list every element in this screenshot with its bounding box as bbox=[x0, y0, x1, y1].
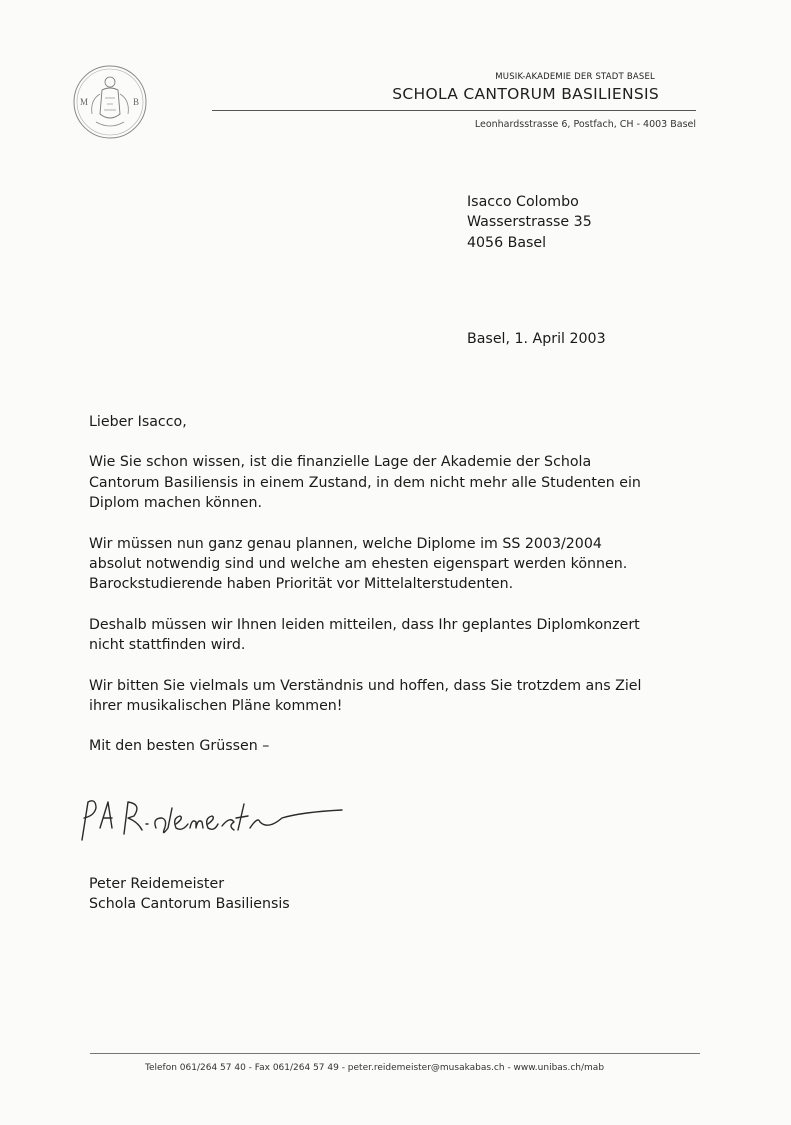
institution-address: Leonhardsstrasse 6, Postfach, CH - 4003 Basel bbox=[474, 119, 696, 130]
seal-letter-m: M bbox=[80, 97, 89, 107]
institution-seal-logo bbox=[72, 64, 148, 140]
header-divider bbox=[212, 110, 696, 111]
recipient-name: Isacco Colombo bbox=[467, 194, 579, 210]
salutation: Lieber Isacco, bbox=[89, 414, 187, 430]
sender-block bbox=[89, 874, 290, 915]
recipient-street: Wasserstrasse 35 bbox=[467, 214, 592, 231]
letter-body bbox=[89, 412, 709, 777]
paragraph-understanding: Wir bitten Sie vielmals um Verständnis und hoffen, dass Sie trotzdem ans Ziel ihrer musikalischen Pläne kommen! bbox=[89, 677, 642, 715]
letter-date: Basel, 1. April 2003 bbox=[467, 331, 606, 347]
paragraph-diploma-planning: Wir müssen nun ganz genau plannen, welche Diplome im SS 2003/2004 absolut notwendig sind und welche am ehesten eigenspart werden können. Barockstudierende haben Priorität vor Mittelalterstudenten. bbox=[89, 535, 628, 593]
institution-name: SCHOLA CANTORUM BASILIENSIS bbox=[392, 85, 659, 103]
footer-divider bbox=[90, 1053, 700, 1054]
sender-name: Peter Reidemeister bbox=[89, 876, 225, 892]
sender-institution: Schola Cantorum Basiliensis bbox=[89, 896, 290, 913]
paragraph-financial-situation: Wie Sie schon wissen, ist die finanzielle Lage der Akademie der Schola Cantorum Basiliensis in einem Zustand, in dem nicht mehr alle Studenten ein Diplom machen können. bbox=[89, 454, 641, 512]
footer-contact-line: Telefon 061/264 57 40 - Fax 061/264 57 49 - peter.reidemeister@musakabas.ch - www.unibas.ch/mab bbox=[145, 1063, 605, 1073]
recipient-address-block bbox=[467, 192, 592, 253]
closing: Mit den besten Grüssen – bbox=[89, 738, 270, 755]
seal-letter-b: B bbox=[133, 97, 140, 107]
institution-parent-name: MUSIK-AKADEMIE DER STADT BASEL bbox=[495, 72, 655, 82]
recipient-city: 4056 Basel bbox=[467, 234, 547, 251]
handwritten-signature bbox=[72, 788, 362, 848]
paragraph-concert-cancelled: Deshalb müssen wir Ihnen leiden mitteilen, dass Ihr geplantes Diplomkonzert nicht stattfinden wird. bbox=[89, 616, 640, 654]
